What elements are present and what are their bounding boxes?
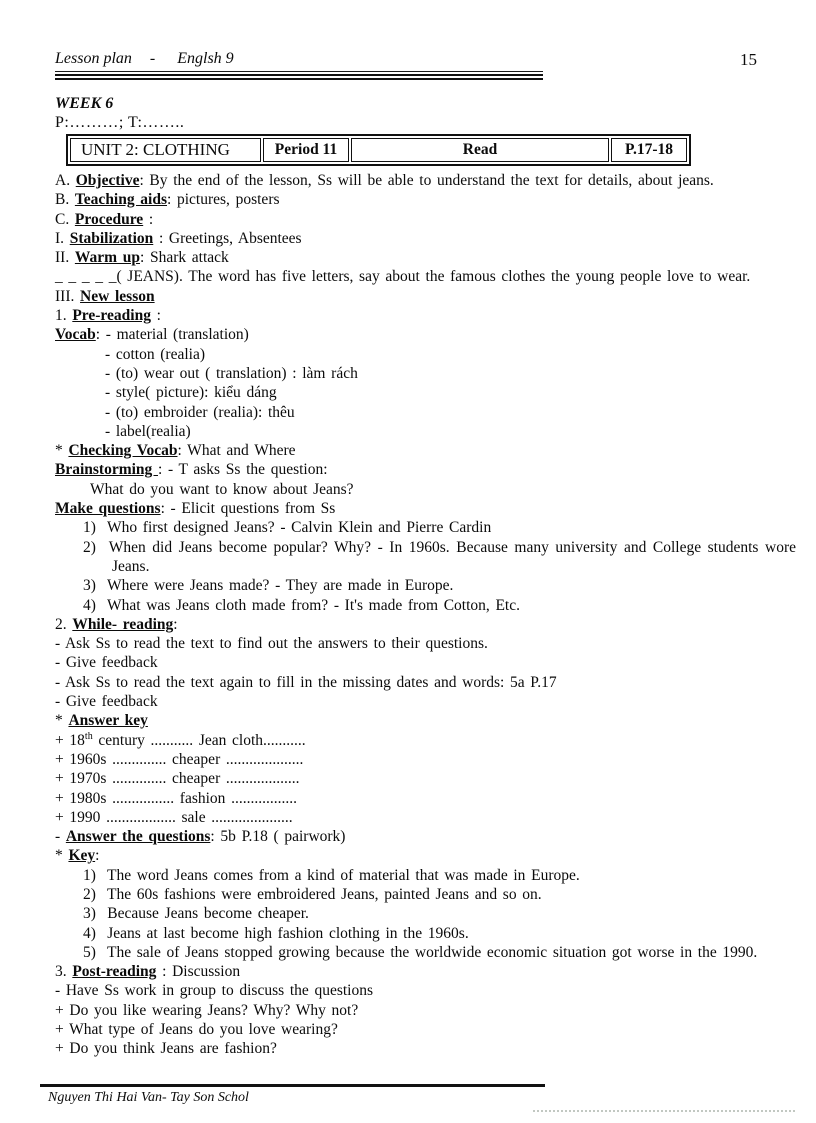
document-line [55, 596, 796, 615]
footer-rule [40, 1084, 545, 1087]
text-segment: - Have Ss work in group to discuss the questions [55, 982, 373, 1000]
section-label: Objective [75, 172, 140, 189]
text-segment: 2) The 60s fashions were embroidered Jeans, painted Jeans and so on. [83, 885, 542, 903]
document-line [55, 345, 796, 364]
document-line [55, 441, 796, 460]
text-segment: _ _ _ _ _( JEANS). The word has five letters, say about the famous clothes the young people love to wear. [55, 268, 751, 286]
text-segment: : [95, 847, 100, 865]
pages-cell: P.17-18 [611, 138, 687, 162]
text-segment: + Do you like wearing Jeans? Why? Why not? [55, 1001, 359, 1019]
document-line [55, 518, 796, 537]
text-segment: 2. [55, 615, 73, 633]
text-segment: th [84, 730, 93, 742]
document-line [55, 190, 796, 209]
text-segment: II. [55, 249, 75, 267]
document-line [55, 731, 796, 750]
text-segment: I. [55, 229, 70, 247]
header-title [55, 50, 543, 72]
text-segment: 2) When did Jeans become popular? Why? - In 1960s. Because many university and College students wore Jeans. [83, 538, 796, 575]
text-segment: * [55, 847, 69, 865]
header-title-subject: Englsh 9 [177, 50, 234, 67]
text-segment: + 1980s ................ fashion ................. [55, 789, 297, 807]
text-segment: 3) Because Jeans become cheaper. [83, 905, 309, 923]
section-label: Vocab [55, 326, 96, 344]
document-body [55, 171, 796, 1059]
text-segment: - cotton (realia) [105, 345, 205, 363]
document-line [55, 904, 796, 923]
document-line [55, 383, 796, 402]
document-line [55, 653, 796, 672]
text-segment: : [143, 210, 154, 228]
text-segment: What do you want to know about Jeans? [90, 480, 354, 498]
section-label: New lesson [80, 287, 155, 305]
text-segment: - [55, 828, 66, 846]
text-segment: century ........... Jean cloth........... [92, 731, 306, 749]
unit-table-row [70, 138, 687, 162]
document-line [55, 808, 796, 827]
text-segment: : What and Where [177, 442, 296, 460]
text-segment: : 5b P.18 ( pairwork) [210, 828, 346, 846]
text-segment: - Give feedback [55, 693, 158, 711]
document-line [55, 287, 796, 306]
text-segment: : pictures, posters [167, 191, 280, 209]
section-label: Key [68, 847, 96, 865]
document-line [55, 692, 796, 711]
document-line [55, 480, 796, 499]
text-segment: - style( picture): kiểu dáng [105, 384, 277, 402]
text-segment: 1) The word Jeans comes from a kind of material that was made in Europe. [83, 866, 580, 884]
text-segment: : [173, 615, 178, 633]
document-line [55, 229, 796, 248]
text-segment: 5) The sale of Jeans stopped growing because the worldwide economic situation got worse in the 1990. [83, 943, 758, 961]
footer-author: Nguyen Thi Hai Van- Tay Son Schol [48, 1090, 249, 1105]
document-line [55, 1039, 796, 1058]
document-line [55, 866, 796, 885]
section-label: While- reading [72, 615, 174, 633]
week-heading: WEEK 6 [55, 95, 114, 112]
document-line [55, 924, 796, 943]
document-line [55, 403, 796, 422]
section-label: Warm up [74, 249, 140, 267]
section-label: Teaching aids [74, 191, 167, 209]
text-segment: + What type of Jeans do you love wearing? [55, 1021, 338, 1039]
document-line [55, 634, 796, 653]
section-label: Procedure [74, 210, 144, 228]
document-line [55, 827, 796, 846]
page-number: 15 [740, 50, 757, 69]
text-segment: + 1970s .............. cheaper ................... [55, 770, 300, 788]
text-segment: : Discussion [156, 963, 241, 981]
text-segment: * [55, 442, 69, 460]
section-label: Brainstorming [55, 461, 158, 479]
document-line [55, 789, 796, 808]
document-line [55, 210, 796, 229]
text-segment: 3. [55, 963, 73, 981]
text-segment: : - T asks Ss the question: [157, 461, 328, 479]
text-segment: 1) Who first designed Jeans? - Calvin Klein and Pierre Cardin [83, 519, 492, 537]
document-line [55, 364, 796, 383]
section-label: Post-reading [72, 963, 157, 981]
document-line [55, 673, 796, 692]
header-title-dash: - [149, 50, 156, 67]
text-segment: 4) Jeans at last become high fashion clothing in the 1960s. [83, 924, 469, 942]
unit-table [66, 134, 691, 166]
document-line [55, 981, 796, 1000]
document-line [55, 885, 796, 904]
document-line [55, 1001, 796, 1020]
lesson-cell: Read [351, 138, 609, 162]
text-segment: A. [55, 172, 76, 189]
section-label: Answer key [68, 712, 148, 730]
document-line [55, 306, 796, 325]
period-cell: Period 11 [263, 138, 349, 162]
text-segment: 3) Where were Jeans made? - They are made in Europe. [83, 577, 454, 595]
unit-cell: UNIT 2: CLOTHING [70, 138, 261, 162]
text-segment: + Do you think Jeans are fashion? [55, 1040, 277, 1058]
text-segment: - (to) embroider (realia): thêu [105, 403, 295, 421]
date-line: P:………; T:…….. [55, 114, 185, 131]
text-segment: C. [55, 210, 75, 228]
text-segment: : - material (translation) [95, 326, 249, 344]
document-line [55, 499, 796, 518]
text-segment: - label(realia) [105, 422, 191, 440]
section-label: Stabilization [69, 229, 154, 247]
document-line [55, 615, 796, 634]
text-segment: : [150, 307, 161, 325]
section-label: Checking Vocab [68, 442, 178, 460]
text-segment: : Shark attack [139, 249, 229, 267]
text-segment: : By the end of the lesson, Ss will be able to understand the text for details, about jeans. [139, 172, 714, 189]
text-segment: * [55, 712, 69, 730]
header-double-rule [55, 74, 543, 80]
document-line [55, 1020, 796, 1039]
document-line [55, 538, 796, 577]
document-line [55, 769, 796, 788]
text-segment: III. [55, 287, 81, 305]
document-line [55, 460, 796, 479]
text-segment: 4) What was Jeans cloth made from? - It's made from Cotton, Etc. [83, 596, 520, 614]
document-line [55, 171, 796, 190]
text-segment: - Ask Ss to read the text again to fill in the missing dates and words: 5a P.17 [55, 673, 557, 691]
text-segment: + 1990 .................. sale ..................... [55, 808, 293, 826]
document-line [55, 943, 796, 962]
bottom-dotted-line [533, 1110, 795, 1112]
section-label: Pre-reading [72, 307, 151, 325]
document-line [55, 711, 796, 730]
text-segment: - (to) wear out ( translation) : làm rách [105, 364, 358, 382]
text-segment: B. [55, 191, 75, 209]
section-label: Make questions [55, 500, 161, 518]
document-line [55, 325, 796, 344]
text-segment: - Give feedback [55, 654, 158, 672]
header-title-left: Lesson plan [55, 50, 132, 67]
text-segment: : Greetings, Absentees [153, 229, 302, 247]
page-header [55, 0, 757, 72]
document-line [55, 422, 796, 441]
text-segment: - Ask Ss to read the text to find out the answers to their questions. [55, 635, 488, 653]
document-line [55, 846, 796, 865]
document-line [55, 267, 796, 286]
document-line [55, 750, 796, 769]
text-segment: : - Elicit questions from Ss [160, 500, 336, 518]
section-label: Answer the questions [65, 828, 211, 846]
text-segment: + 18 [55, 731, 85, 749]
document-line [55, 576, 796, 595]
text-segment: + 1960s .............. cheaper .................... [55, 750, 304, 768]
document-line [55, 962, 796, 981]
text-segment: 1. [55, 307, 73, 325]
document-line [55, 248, 796, 267]
